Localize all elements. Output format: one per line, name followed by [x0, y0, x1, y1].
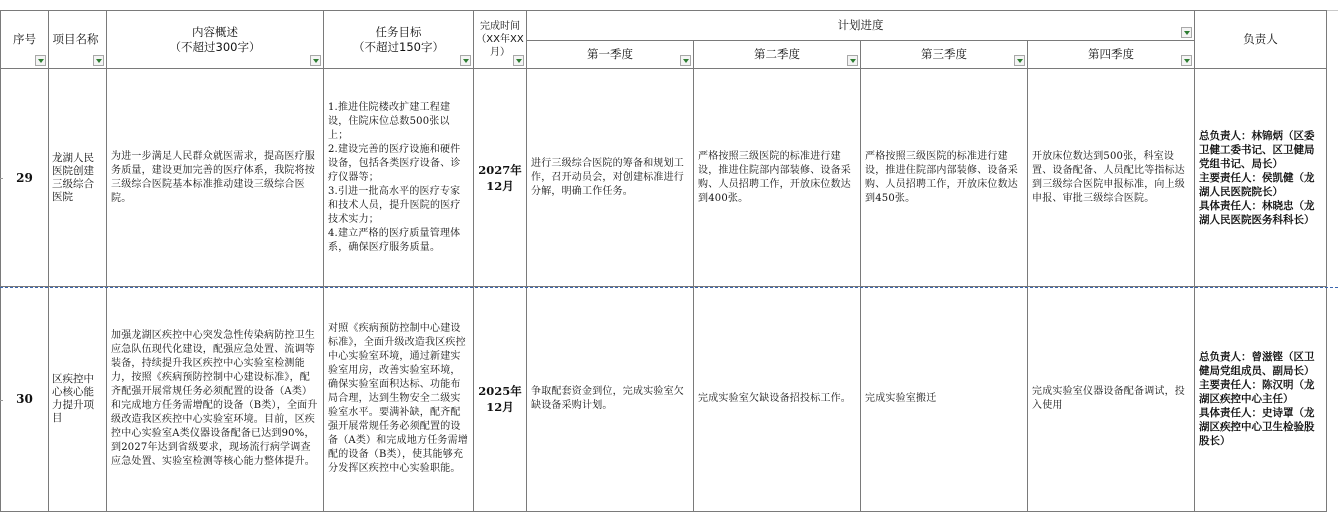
owner-line: 具体责任人：史诗罩（龙湖区疾控中心卫生检验股股长）: [1199, 407, 1315, 447]
deadline-year: 2027年: [478, 162, 522, 177]
col-header-q2[interactable]: [694, 41, 861, 69]
row-marker: [0, 178, 3, 179]
filter-dropdown-icon[interactable]: [35, 55, 46, 66]
cell-goal[interactable]: [324, 287, 474, 512]
cell-seq[interactable]: [1, 287, 49, 512]
cell-project[interactable]: [49, 287, 107, 512]
owner-line: 主要责任人：侯凯健（龙湖人民医院院长）: [1199, 171, 1315, 198]
goal-value: 对照《疾病预防控制中心建设标准》，全面升级改造我区疾控中心实验室环境，通过新建实验室用房，改善实验室环境，确保实验室面积达标、功能布局合理，达到生物安全二级实验室水平。要满补缺，配齐配强开展常规任务必须配置的设备（A类）和完成地方任务需增配的设备（B类），使其能够充分发挥区疾控中心实验职能。: [328, 323, 469, 474]
owner-line: 总负责人：曾滋铿（区卫健局党组成员、副局长）: [1199, 351, 1315, 377]
col-header-owner[interactable]: [1195, 11, 1327, 69]
filter-dropdown-icon[interactable]: [1181, 55, 1192, 66]
seq-value: 29: [16, 170, 33, 185]
cell-goal[interactable]: [324, 69, 474, 287]
content-header-sub: （不超过300字）: [169, 39, 261, 54]
col-header-deadline[interactable]: [474, 11, 527, 69]
col-header-seq[interactable]: [1, 11, 49, 69]
cell-deadline[interactable]: [474, 287, 527, 512]
goal-header-label: 任务目标: [375, 24, 422, 39]
filter-dropdown-icon[interactable]: [847, 55, 858, 66]
cell-q4[interactable]: [1028, 69, 1195, 287]
plan-table: [0, 10, 1327, 512]
q3-value: 完成实验室搬迁: [865, 393, 937, 404]
seq-value: 30: [16, 392, 33, 406]
filter-dropdown-icon[interactable]: [460, 55, 471, 66]
col-header-plan[interactable]: [527, 11, 1195, 41]
q2-value: 严格按照三级医院的标准进行建设，推进住院部内部装修、设备采购、人员招聘工作，开放床位数达到400张。: [698, 150, 851, 204]
cell-content[interactable]: [107, 69, 324, 287]
content-value: 为进一步满足人民群众就医需求，提高医疗服务质量，建设更加完善的医疗体系，我院将按三级综合医院基本标准推动建设三级综合医院。: [111, 150, 315, 204]
q1-value: 进行三级综合医院的筹备和规划工作，召开动员会，对创建标准进行分解，明确工作任务。: [531, 157, 684, 197]
goal-value: 1.推进住院楼改扩建工程建设，住院床位总数500张以上； 2.建设完善的医疗设施和硬件设备，包括各类医疗设备、诊疗仪器等； 3.引进一批高水平的医疗专家和技术人员，提升医院的医疗技术实力； 4.建立严格的医疗质量管理体系，确保医疗服务质量。: [328, 101, 461, 253]
owner-line: 具体责任人：林晓忠（龙湖人民医院医务科科长）: [1199, 199, 1315, 226]
project-value: 龙湖人民医院创建三级综合医院: [52, 151, 94, 203]
deadline-month: 12月: [486, 400, 514, 414]
col-header-goal[interactable]: [324, 11, 474, 69]
q3-header-label: 第三季度: [921, 47, 967, 61]
col-header-project[interactable]: [49, 11, 107, 69]
deadline-header-l3: 月）: [490, 47, 510, 58]
deadline-year: 2025年: [478, 384, 522, 398]
cell-project[interactable]: [49, 69, 107, 287]
cell-q2[interactable]: [694, 69, 861, 287]
content-value: 加强龙湖区疾控中心突发急性传染病防控卫生应急队伍现代化建设，配强应急处置、流调等装备，持续提升我区疾控中心实验室检测能力，按照《疾病预防控制中心建设标准》，配齐配强开展常规任务必须配置的设备（A类）和完成地方任务需增配的设备（B类），全面升级改造我区疾控中心实验室环境。目前，区疾控中心实验室A类仪器设备配备已达到90%，到2027年达到省级要求，现场流行病学调查应急处置、实验室检测等核心能力整体提升。: [111, 330, 318, 467]
table-row: [1, 287, 1327, 512]
content-header-label: 内容概述: [192, 24, 238, 39]
cell-q3[interactable]: [861, 287, 1028, 512]
cell-owner[interactable]: [1195, 287, 1327, 512]
cell-q1[interactable]: [527, 287, 694, 512]
cell-owner[interactable]: [1195, 69, 1327, 287]
row-marker: [0, 400, 3, 401]
owner-line: 主要责任人：陈汉明（龙湖区疾控中心主任）: [1199, 379, 1315, 405]
plan-header-label: 计划进度: [837, 18, 884, 32]
filter-dropdown-icon[interactable]: [1181, 27, 1192, 38]
q4-value: 开放床位数达到500张，科室设置、设备配备、人员配比等指标达到三级综合医院申报标准，向上级申报、审批三级综合医院。: [1032, 150, 1185, 204]
deadline-month: 12月: [486, 178, 514, 193]
table-row: [1, 69, 1327, 287]
q1-value: 争取配套资金到位，完成实验室欠缺设备采购计划。: [531, 386, 684, 411]
project-header-label: 项目名称: [52, 32, 99, 46]
owner-header-label: 负责人: [1243, 32, 1278, 46]
cell-q2[interactable]: [694, 287, 861, 512]
cell-q3[interactable]: [861, 69, 1028, 287]
q4-value: 完成实验室仪器设备配备调试，投入使用: [1032, 386, 1185, 411]
cell-content[interactable]: [107, 287, 324, 512]
q4-header-label: 第四季度: [1088, 47, 1134, 61]
filter-dropdown-icon[interactable]: [1014, 55, 1025, 66]
page-break-line: [0, 287, 1338, 288]
q3-value: 严格按照三级医院的标准进行建设，推进住院部内部装修、设备采购、人员招聘工作，开放床位数达到450张。: [865, 150, 1018, 204]
filter-dropdown-icon[interactable]: [310, 55, 321, 66]
cell-deadline[interactable]: [474, 69, 527, 287]
cell-seq[interactable]: [1, 69, 49, 287]
deadline-header-l2: （XX年XX: [476, 34, 524, 45]
col-header-q4[interactable]: [1028, 41, 1195, 69]
goal-header-sub: （不超过150字）: [353, 39, 444, 54]
q2-header-label: 第二季度: [754, 47, 800, 61]
cell-q4[interactable]: [1028, 287, 1195, 512]
q1-header-label: 第一季度: [587, 47, 633, 61]
project-value: 区疾控中心核心能力提升项目: [52, 373, 94, 424]
col-header-q1[interactable]: [527, 41, 694, 69]
filter-dropdown-icon[interactable]: [93, 55, 104, 66]
seq-header-label: 序号: [13, 32, 36, 46]
col-header-content[interactable]: [107, 11, 324, 69]
col-header-q3[interactable]: [861, 41, 1028, 69]
q2-value: 完成实验室欠缺设备招投标工作。: [698, 393, 851, 404]
cell-q1[interactable]: [527, 69, 694, 287]
filter-dropdown-icon[interactable]: [513, 55, 524, 66]
owner-line: 总负责人：林锦炳（区委卫健工委书记、区卫健局党组书记、局长）: [1199, 129, 1315, 170]
deadline-header-l1: 完成时间: [480, 21, 520, 32]
filter-dropdown-icon[interactable]: [680, 55, 691, 66]
